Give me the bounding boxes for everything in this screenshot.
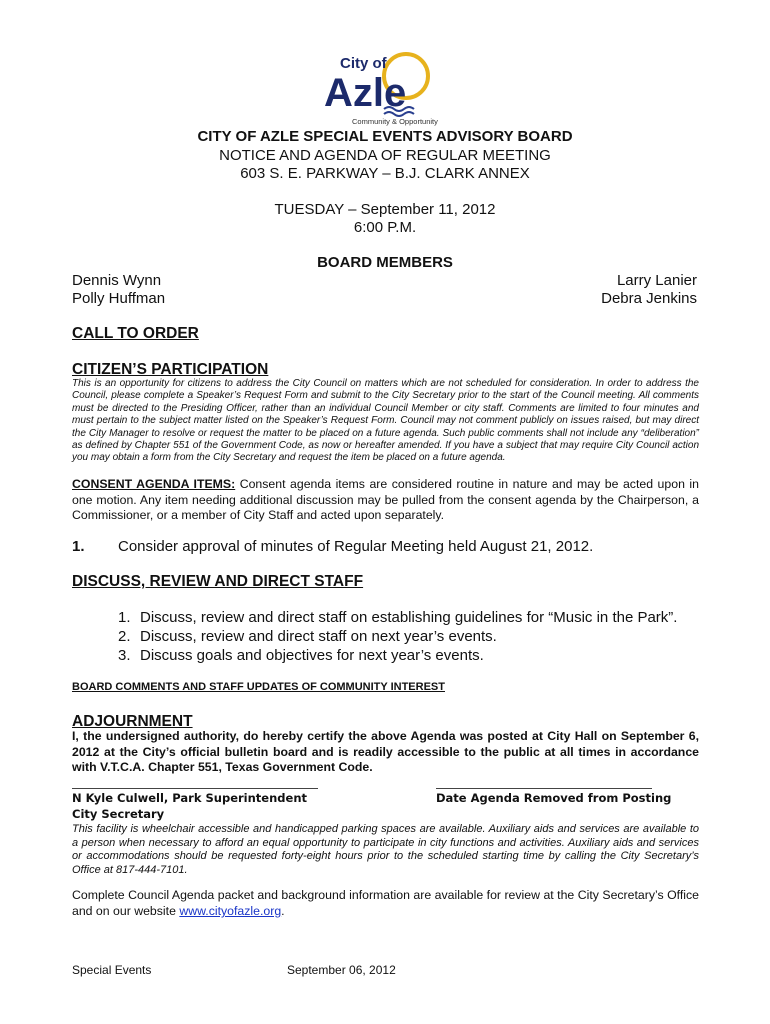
discuss-items-list xyxy=(118,608,677,665)
signer-title: City Secretary xyxy=(72,807,165,821)
discuss-review-heading: DISCUSS, REVIEW AND DIRECT STAFF xyxy=(72,573,364,590)
logo-azle: Azle xyxy=(324,71,407,115)
logo-city-of: City of xyxy=(340,55,387,72)
meeting-time: 6:00 P.M. xyxy=(353,219,417,236)
list-item: 3. Discuss goals and objectives for next year’s events. xyxy=(118,647,484,664)
meeting-address: 603 S. E. PARKWAY – B.J. CLARK ANNEX xyxy=(240,165,530,182)
complete-packet-notice: Complete Council Agenda packet and background information are available for review at the City Secretary’s Office and on our website www.cityofazle.org. xyxy=(72,888,699,918)
agenda-item-text: Consider approval of minutes of Regular Meeting held August 21, 2012. xyxy=(118,538,594,555)
citizens-participation-text: This is an opportunity for citizens to address the City Council on matters which are not scheduled for consideration. In order to address the Council, please complete a Speaker’s Request Form and submit to the City Secretary prior to the start of the Council meeting. All comments must be directed to the Presiding Officer, rather than an individual Council Member or city staff. Comments are limited to four minutes and must pertain to the subject matter listed on the Speaker’s Request Form. Council may not comment publicly on issues raised, but may direct the City Manager to resolve or request the matter to be placed on a future agenda. Such public comments shall not include any “deliberation” as defined by Chapter 551 of the Government Code, as now or hereafter amended. If you have a subject that may require City Council action you may obtain a form from the City Secretary and request the item be placed on a future agenda. xyxy=(72,378,699,464)
meeting-date: TUESDAY – September 11, 2012 xyxy=(274,201,496,218)
city-of-azle-logo xyxy=(318,46,442,130)
signer-name: N Kyle Culwell, Park Superintendent xyxy=(72,791,307,805)
board-member: Polly Huffman xyxy=(72,290,166,307)
logo-tagline: Community & Opportunity xyxy=(352,117,438,126)
board-member: Larry Lanier xyxy=(616,272,697,289)
agenda-item-number: 1. xyxy=(72,538,85,555)
date-removed-line xyxy=(436,788,652,789)
signature-line xyxy=(72,788,318,789)
consent-agenda-lead: CONSENT AGENDA ITEMS: xyxy=(72,477,236,491)
website-link[interactable]: www.cityofazle.org xyxy=(179,904,282,918)
consent-agenda-text: Consent agenda items are considered routine in nature and may be acted upon in one motion. Any item needing additional discussion may be pulled from the consent agenda by the Chairperson, a Commissioner, or a member of City Staff and acted upon separately. xyxy=(72,477,699,523)
board-members-heading: BOARD MEMBERS xyxy=(317,254,453,271)
footer-date: September 06, 2012 xyxy=(287,963,396,977)
date-removed-label: Date Agenda Removed from Posting xyxy=(436,791,672,805)
call-to-order-heading: CALL TO ORDER xyxy=(72,325,199,342)
adjournment-heading: ADJOURNMENT xyxy=(72,713,193,730)
board-member: Dennis Wynn xyxy=(72,272,162,289)
consent-agenda-paragraph xyxy=(72,477,699,524)
list-item: 2. Discuss, review and direct staff on next year’s events. xyxy=(118,628,497,645)
accessibility-notice: This facility is wheelchair accessible and handicapped parking spaces are available. Auxiliary aids and services are available to a person when necessary to afford an equal opportunity to participate in city functions and activities. Auxiliary aids and services or accommodations should be requested forty-eight hours prior to the scheduled starting time by calling the City Secretary’s Office at 817-444-7101. xyxy=(72,823,699,876)
footer-label: Special Events xyxy=(72,963,152,977)
board-member: Debra Jenkins xyxy=(601,290,697,307)
list-item: 1. Discuss, review and direct staff on establishing guidelines for “Music in the Park”. xyxy=(118,609,678,626)
certification-text: I, the undersigned authority, do hereby certify the above Agenda was posted at City Hall on September 6, 2012 at the City’s official bulletin board and is readily accessible to the public at all times in accordance with V.T.C.A. Chapter 551, Texas Government Code. xyxy=(72,729,699,775)
page-subtitle: NOTICE AND AGENDA OF REGULAR MEETING xyxy=(219,147,551,164)
agenda-item-1 xyxy=(72,538,593,555)
citizens-participation-heading: CITIZEN’S PARTICIPATION xyxy=(72,361,269,378)
page-title: CITY OF AZLE SPECIAL EVENTS ADVISORY BOARD xyxy=(197,128,573,145)
board-comments-heading: BOARD COMMENTS AND STAFF UPDATES OF COMMUNITY INTEREST xyxy=(72,681,445,693)
